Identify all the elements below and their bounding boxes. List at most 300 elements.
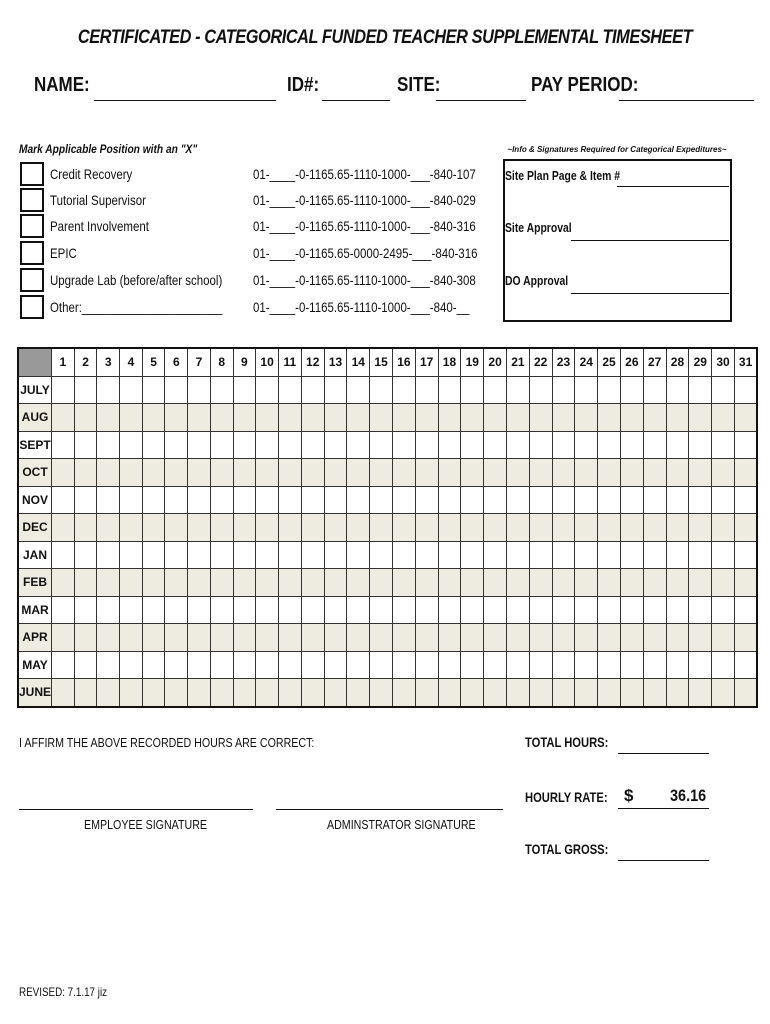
hours-cell[interactable] — [620, 624, 643, 652]
hours-cell[interactable] — [506, 651, 529, 679]
hours-cell[interactable] — [392, 596, 415, 624]
hours-cell[interactable] — [210, 459, 233, 487]
hours-cell[interactable] — [438, 404, 461, 432]
hours-cell[interactable] — [712, 679, 735, 707]
hours-cell[interactable] — [415, 376, 438, 404]
hours-cell[interactable] — [484, 486, 507, 514]
hours-cell[interactable] — [598, 486, 621, 514]
hours-cell[interactable] — [575, 486, 598, 514]
hours-cell[interactable] — [438, 569, 461, 597]
hours-cell[interactable] — [506, 376, 529, 404]
hours-cell[interactable] — [120, 679, 143, 707]
hours-cell[interactable] — [370, 404, 393, 432]
hours-cell[interactable] — [279, 569, 302, 597]
hours-cell[interactable] — [165, 431, 188, 459]
hours-cell[interactable] — [415, 431, 438, 459]
hours-cell[interactable] — [689, 624, 712, 652]
hours-cell[interactable] — [120, 376, 143, 404]
hours-cell[interactable] — [415, 569, 438, 597]
hours-cell[interactable] — [734, 541, 757, 569]
hours-cell[interactable] — [142, 376, 165, 404]
hours-cell[interactable] — [301, 596, 324, 624]
hours-cell[interactable] — [256, 486, 279, 514]
hours-cell[interactable] — [188, 376, 211, 404]
hours-cell[interactable] — [552, 569, 575, 597]
hours-cell[interactable] — [712, 459, 735, 487]
hours-cell[interactable] — [552, 431, 575, 459]
hours-cell[interactable] — [324, 624, 347, 652]
hours-cell[interactable] — [734, 459, 757, 487]
hours-cell[interactable] — [233, 541, 256, 569]
hours-cell[interactable] — [666, 431, 689, 459]
hours-cell[interactable] — [301, 679, 324, 707]
hours-cell[interactable] — [188, 459, 211, 487]
hours-cell[interactable] — [415, 596, 438, 624]
hours-cell[interactable] — [689, 569, 712, 597]
hours-cell[interactable] — [188, 514, 211, 542]
hours-cell[interactable] — [301, 459, 324, 487]
hours-cell[interactable] — [370, 596, 393, 624]
hours-cell[interactable] — [188, 541, 211, 569]
hours-cell[interactable] — [210, 624, 233, 652]
hours-cell[interactable] — [552, 541, 575, 569]
name-field[interactable] — [94, 100, 276, 101]
hours-cell[interactable] — [370, 541, 393, 569]
hours-cell[interactable] — [529, 404, 552, 432]
hours-cell[interactable] — [392, 569, 415, 597]
hours-cell[interactable] — [165, 679, 188, 707]
hours-cell[interactable] — [598, 569, 621, 597]
hours-cell[interactable] — [120, 569, 143, 597]
hours-cell[interactable] — [484, 596, 507, 624]
hours-cell[interactable] — [97, 404, 120, 432]
hours-cell[interactable] — [347, 376, 370, 404]
hours-cell[interactable] — [165, 404, 188, 432]
hours-cell[interactable] — [324, 679, 347, 707]
hours-cell[interactable] — [438, 431, 461, 459]
hours-cell[interactable] — [120, 596, 143, 624]
hours-cell[interactable] — [370, 376, 393, 404]
hours-cell[interactable] — [210, 679, 233, 707]
hours-cell[interactable] — [438, 679, 461, 707]
hours-cell[interactable] — [256, 624, 279, 652]
hours-cell[interactable] — [233, 431, 256, 459]
hours-cell[interactable] — [301, 376, 324, 404]
hours-cell[interactable] — [52, 651, 75, 679]
hours-cell[interactable] — [210, 514, 233, 542]
hours-cell[interactable] — [506, 541, 529, 569]
hours-cell[interactable] — [529, 679, 552, 707]
hours-cell[interactable] — [52, 514, 75, 542]
hours-cell[interactable] — [142, 431, 165, 459]
hours-cell[interactable] — [734, 596, 757, 624]
hours-cell[interactable] — [120, 404, 143, 432]
hours-cell[interactable] — [97, 459, 120, 487]
hours-cell[interactable] — [74, 376, 97, 404]
hours-cell[interactable] — [415, 624, 438, 652]
hours-cell[interactable] — [438, 651, 461, 679]
hours-cell[interactable] — [142, 541, 165, 569]
hours-cell[interactable] — [347, 596, 370, 624]
hours-cell[interactable] — [643, 679, 666, 707]
hours-cell[interactable] — [620, 404, 643, 432]
hours-cell[interactable] — [301, 486, 324, 514]
hours-cell[interactable] — [643, 431, 666, 459]
hours-cell[interactable] — [347, 486, 370, 514]
hours-cell[interactable] — [74, 569, 97, 597]
site-field[interactable] — [436, 100, 526, 101]
hours-cell[interactable] — [666, 569, 689, 597]
hours-cell[interactable] — [392, 679, 415, 707]
hourly-rate-field[interactable] — [618, 808, 709, 809]
hours-cell[interactable] — [506, 486, 529, 514]
hours-cell[interactable] — [666, 514, 689, 542]
hours-cell[interactable] — [484, 624, 507, 652]
hours-cell[interactable] — [52, 541, 75, 569]
hours-cell[interactable] — [598, 541, 621, 569]
hours-cell[interactable] — [97, 679, 120, 707]
hours-cell[interactable] — [279, 679, 302, 707]
hours-cell[interactable] — [392, 651, 415, 679]
hours-cell[interactable] — [620, 596, 643, 624]
hours-cell[interactable] — [324, 651, 347, 679]
hours-cell[interactable] — [712, 624, 735, 652]
hours-cell[interactable] — [712, 376, 735, 404]
hours-cell[interactable] — [529, 651, 552, 679]
hours-cell[interactable] — [415, 514, 438, 542]
hours-cell[interactable] — [256, 514, 279, 542]
hours-cell[interactable] — [689, 514, 712, 542]
hours-cell[interactable] — [415, 679, 438, 707]
hours-cell[interactable] — [712, 431, 735, 459]
hours-cell[interactable] — [529, 486, 552, 514]
hours-cell[interactable] — [233, 569, 256, 597]
hours-cell[interactable] — [734, 376, 757, 404]
hours-cell[interactable] — [347, 624, 370, 652]
hours-cell[interactable] — [165, 459, 188, 487]
hours-cell[interactable] — [120, 514, 143, 542]
hours-cell[interactable] — [643, 624, 666, 652]
hours-cell[interactable] — [52, 486, 75, 514]
hours-cell[interactable] — [301, 541, 324, 569]
hours-cell[interactable] — [142, 404, 165, 432]
hours-cell[interactable] — [461, 431, 484, 459]
hours-cell[interactable] — [279, 541, 302, 569]
hours-cell[interactable] — [529, 541, 552, 569]
hours-cell[interactable] — [52, 679, 75, 707]
hours-cell[interactable] — [142, 679, 165, 707]
hours-cell[interactable] — [52, 459, 75, 487]
hours-cell[interactable] — [575, 404, 598, 432]
hours-cell[interactable] — [461, 376, 484, 404]
hours-cell[interactable] — [438, 376, 461, 404]
hours-cell[interactable] — [97, 431, 120, 459]
hours-cell[interactable] — [666, 404, 689, 432]
hours-cell[interactable] — [438, 624, 461, 652]
site-approval-field[interactable] — [571, 240, 729, 241]
hours-cell[interactable] — [415, 651, 438, 679]
hours-cell[interactable] — [643, 569, 666, 597]
hours-cell[interactable] — [506, 404, 529, 432]
hours-cell[interactable] — [370, 486, 393, 514]
hours-cell[interactable] — [666, 459, 689, 487]
hours-cell[interactable] — [461, 459, 484, 487]
hours-cell[interactable] — [575, 569, 598, 597]
hours-cell[interactable] — [529, 596, 552, 624]
hours-cell[interactable] — [347, 541, 370, 569]
hours-cell[interactable] — [142, 486, 165, 514]
hours-cell[interactable] — [188, 679, 211, 707]
hours-cell[interactable] — [734, 679, 757, 707]
hours-cell[interactable] — [324, 431, 347, 459]
hours-cell[interactable] — [301, 431, 324, 459]
hours-cell[interactable] — [438, 541, 461, 569]
hours-cell[interactable] — [97, 569, 120, 597]
hours-cell[interactable] — [712, 514, 735, 542]
hours-cell[interactable] — [210, 431, 233, 459]
hours-cell[interactable] — [256, 596, 279, 624]
hours-cell[interactable] — [552, 596, 575, 624]
hours-cell[interactable] — [74, 404, 97, 432]
hours-cell[interactable] — [279, 486, 302, 514]
hours-cell[interactable] — [598, 651, 621, 679]
hours-cell[interactable] — [256, 431, 279, 459]
checkbox-parent-involvement[interactable] — [20, 214, 44, 238]
hours-cell[interactable] — [324, 404, 347, 432]
hours-cell[interactable] — [188, 651, 211, 679]
pay-period-field[interactable] — [619, 100, 754, 101]
hours-cell[interactable] — [256, 376, 279, 404]
hours-cell[interactable] — [643, 596, 666, 624]
hours-cell[interactable] — [347, 459, 370, 487]
hours-cell[interactable] — [188, 569, 211, 597]
hours-cell[interactable] — [415, 541, 438, 569]
hours-cell[interactable] — [188, 486, 211, 514]
hours-cell[interactable] — [324, 596, 347, 624]
hours-cell[interactable] — [324, 541, 347, 569]
hours-cell[interactable] — [461, 486, 484, 514]
hours-cell[interactable] — [734, 486, 757, 514]
hours-cell[interactable] — [210, 541, 233, 569]
hours-cell[interactable] — [598, 679, 621, 707]
hours-cell[interactable] — [370, 459, 393, 487]
hours-cell[interactable] — [324, 569, 347, 597]
hours-cell[interactable] — [165, 569, 188, 597]
hours-cell[interactable] — [689, 459, 712, 487]
hours-cell[interactable] — [52, 624, 75, 652]
hours-cell[interactable] — [415, 486, 438, 514]
hours-cell[interactable] — [506, 514, 529, 542]
hours-cell[interactable] — [74, 651, 97, 679]
hours-cell[interactable] — [529, 624, 552, 652]
hours-cell[interactable] — [415, 459, 438, 487]
hours-cell[interactable] — [712, 541, 735, 569]
hours-cell[interactable] — [233, 459, 256, 487]
hours-cell[interactable] — [142, 596, 165, 624]
hours-cell[interactable] — [689, 541, 712, 569]
hours-cell[interactable] — [74, 514, 97, 542]
hours-cell[interactable] — [620, 376, 643, 404]
hours-cell[interactable] — [370, 624, 393, 652]
site-plan-field[interactable] — [617, 186, 729, 187]
hours-cell[interactable] — [74, 679, 97, 707]
hours-cell[interactable] — [165, 486, 188, 514]
hours-cell[interactable] — [438, 486, 461, 514]
hours-cell[interactable] — [506, 679, 529, 707]
hours-cell[interactable] — [165, 624, 188, 652]
hours-cell[interactable] — [347, 569, 370, 597]
hours-cell[interactable] — [256, 541, 279, 569]
hours-cell[interactable] — [188, 596, 211, 624]
hours-cell[interactable] — [256, 569, 279, 597]
hours-cell[interactable] — [620, 651, 643, 679]
hours-cell[interactable] — [529, 376, 552, 404]
hours-cell[interactable] — [438, 514, 461, 542]
hours-cell[interactable] — [210, 404, 233, 432]
hours-cell[interactable] — [712, 651, 735, 679]
hours-cell[interactable] — [712, 404, 735, 432]
hours-cell[interactable] — [643, 651, 666, 679]
hours-cell[interactable] — [643, 459, 666, 487]
hours-cell[interactable] — [301, 624, 324, 652]
hours-cell[interactable] — [97, 624, 120, 652]
hours-cell[interactable] — [620, 459, 643, 487]
hours-cell[interactable] — [347, 404, 370, 432]
checkbox-credit-recovery[interactable] — [20, 162, 44, 186]
hours-cell[interactable] — [506, 596, 529, 624]
hours-cell[interactable] — [552, 486, 575, 514]
total-hours-field[interactable] — [618, 753, 709, 754]
hours-cell[interactable] — [97, 486, 120, 514]
hours-cell[interactable] — [461, 624, 484, 652]
hours-cell[interactable] — [165, 596, 188, 624]
hours-cell[interactable] — [575, 541, 598, 569]
hours-cell[interactable] — [165, 376, 188, 404]
hours-cell[interactable] — [552, 514, 575, 542]
hours-cell[interactable] — [120, 624, 143, 652]
hours-cell[interactable] — [643, 514, 666, 542]
hours-cell[interactable] — [575, 596, 598, 624]
checkbox-epic[interactable] — [20, 241, 44, 265]
hours-cell[interactable] — [689, 376, 712, 404]
hours-cell[interactable] — [392, 404, 415, 432]
hours-cell[interactable] — [666, 651, 689, 679]
hours-cell[interactable] — [52, 596, 75, 624]
hours-cell[interactable] — [256, 651, 279, 679]
hours-cell[interactable] — [97, 514, 120, 542]
hours-cell[interactable] — [370, 651, 393, 679]
hours-cell[interactable] — [279, 514, 302, 542]
hours-cell[interactable] — [142, 651, 165, 679]
hours-cell[interactable] — [598, 624, 621, 652]
hours-cell[interactable] — [438, 459, 461, 487]
hours-cell[interactable] — [165, 514, 188, 542]
hours-cell[interactable] — [712, 569, 735, 597]
hours-cell[interactable] — [620, 431, 643, 459]
hours-cell[interactable] — [233, 596, 256, 624]
hours-cell[interactable] — [301, 651, 324, 679]
hours-cell[interactable] — [279, 376, 302, 404]
hours-cell[interactable] — [392, 486, 415, 514]
id-field[interactable] — [322, 100, 390, 101]
hours-cell[interactable] — [620, 486, 643, 514]
hours-cell[interactable] — [370, 679, 393, 707]
hours-cell[interactable] — [506, 569, 529, 597]
checkbox-other[interactable] — [20, 295, 44, 319]
hours-cell[interactable] — [370, 569, 393, 597]
hours-cell[interactable] — [392, 514, 415, 542]
hours-cell[interactable] — [142, 459, 165, 487]
hours-cell[interactable] — [210, 376, 233, 404]
hours-cell[interactable] — [529, 569, 552, 597]
hours-cell[interactable] — [438, 596, 461, 624]
hours-cell[interactable] — [233, 486, 256, 514]
hours-cell[interactable] — [324, 514, 347, 542]
hours-cell[interactable] — [689, 596, 712, 624]
hours-cell[interactable] — [97, 596, 120, 624]
hours-cell[interactable] — [74, 459, 97, 487]
hours-cell[interactable] — [301, 569, 324, 597]
hours-cell[interactable] — [598, 404, 621, 432]
hours-cell[interactable] — [233, 514, 256, 542]
hours-cell[interactable] — [461, 541, 484, 569]
hours-cell[interactable] — [598, 596, 621, 624]
hours-cell[interactable] — [74, 486, 97, 514]
hours-cell[interactable] — [74, 431, 97, 459]
hours-cell[interactable] — [301, 514, 324, 542]
total-gross-field[interactable] — [618, 860, 709, 861]
hours-cell[interactable] — [392, 541, 415, 569]
hours-cell[interactable] — [415, 404, 438, 432]
hours-cell[interactable] — [734, 651, 757, 679]
hours-cell[interactable] — [712, 596, 735, 624]
hours-cell[interactable] — [598, 431, 621, 459]
hours-cell[interactable] — [461, 651, 484, 679]
hours-cell[interactable] — [165, 651, 188, 679]
hours-cell[interactable] — [506, 624, 529, 652]
hours-cell[interactable] — [620, 679, 643, 707]
hours-cell[interactable] — [142, 569, 165, 597]
hours-cell[interactable] — [370, 431, 393, 459]
hours-cell[interactable] — [370, 514, 393, 542]
hours-cell[interactable] — [620, 569, 643, 597]
employee-signature-line[interactable] — [19, 809, 253, 810]
hours-cell[interactable] — [598, 514, 621, 542]
hours-cell[interactable] — [256, 679, 279, 707]
hours-cell[interactable] — [165, 541, 188, 569]
hours-cell[interactable] — [279, 431, 302, 459]
hours-cell[interactable] — [233, 376, 256, 404]
hours-cell[interactable] — [689, 404, 712, 432]
hours-cell[interactable] — [484, 679, 507, 707]
hours-cell[interactable] — [233, 404, 256, 432]
hours-cell[interactable] — [52, 404, 75, 432]
hours-cell[interactable] — [120, 541, 143, 569]
hours-cell[interactable] — [347, 679, 370, 707]
checkbox-tutorial-supervisor[interactable] — [20, 188, 44, 212]
hours-cell[interactable] — [666, 541, 689, 569]
hours-cell[interactable] — [552, 404, 575, 432]
hours-cell[interactable] — [643, 486, 666, 514]
hours-cell[interactable] — [301, 404, 324, 432]
hours-cell[interactable] — [666, 679, 689, 707]
hours-cell[interactable] — [188, 404, 211, 432]
hours-cell[interactable] — [210, 596, 233, 624]
hours-cell[interactable] — [324, 376, 347, 404]
hours-cell[interactable] — [392, 624, 415, 652]
hours-cell[interactable] — [484, 514, 507, 542]
hours-cell[interactable] — [575, 459, 598, 487]
